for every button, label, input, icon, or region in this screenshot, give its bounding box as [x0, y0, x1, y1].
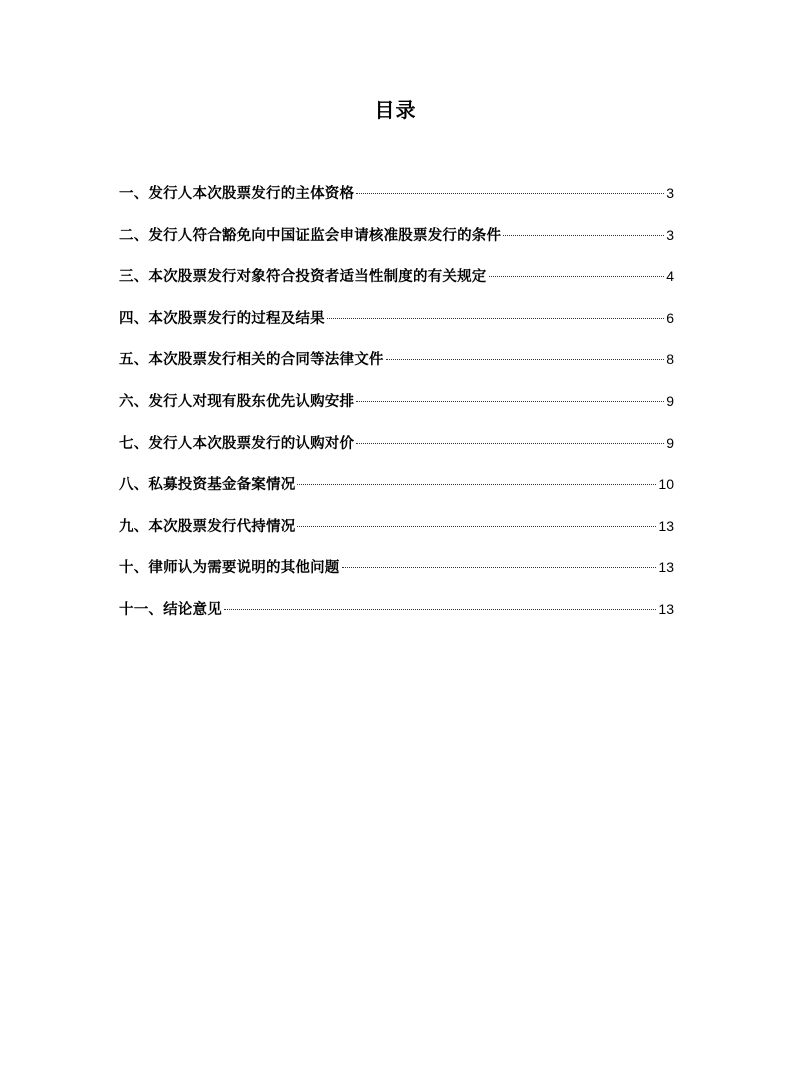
toc-entry[interactable] — [119, 554, 674, 596]
toc-entry-label: 六、发行人对现有股东优先认购安排 — [119, 393, 355, 410]
toc-dot-leader — [297, 484, 656, 485]
toc-entry-label: 三、本次股票发行对象符合投资者适当性制度的有关规定 — [119, 269, 487, 286]
toc-entry-page: 8 — [666, 351, 674, 368]
toc-entry-page: 10 — [658, 476, 674, 493]
toc-entry-page: 13 — [658, 600, 674, 617]
toc-dot-leader — [224, 609, 657, 610]
toc-title: 目录 — [374, 98, 417, 122]
toc-dot-leader — [356, 193, 664, 194]
toc-entry-label: 十、律师认为需要说明的其他问题 — [119, 560, 340, 577]
toc-entry[interactable] — [119, 263, 674, 305]
toc-entry[interactable] — [119, 430, 674, 472]
toc-entry[interactable] — [119, 596, 674, 638]
toc-entry-label: 二、发行人符合豁免向中国证监会申请核准股票发行的条件 — [119, 227, 502, 244]
toc-dot-leader — [503, 235, 664, 236]
toc-entry-label: 一、发行人本次股票发行的主体资格 — [119, 186, 355, 202]
toc-entry-label: 八、私募投资基金备案情况 — [119, 477, 296, 494]
toc-entry[interactable] — [119, 513, 674, 555]
toc-dot-leader — [327, 318, 664, 319]
toc-entry[interactable] — [119, 471, 674, 513]
toc-entry[interactable] — [119, 388, 674, 430]
toc-entry[interactable] — [119, 346, 674, 388]
toc-entry[interactable] — [119, 222, 674, 264]
toc-entry-page: 9 — [666, 434, 674, 451]
toc-dot-leader — [489, 276, 665, 277]
toc-dot-leader — [342, 567, 657, 568]
toc-dot-leader — [356, 443, 664, 444]
toc-dot-leader — [356, 401, 664, 402]
toc-entry-label: 五、本次股票发行相关的合同等法律文件 — [119, 352, 384, 369]
toc-entry-page: 13 — [658, 559, 674, 576]
toc-entry-label: 十一、结论意见 — [119, 601, 222, 618]
toc-entry[interactable] — [119, 180, 674, 222]
toc-entry-label: 九、本次股票发行代持情况 — [119, 518, 296, 535]
toc-entry-page: 4 — [666, 268, 674, 285]
toc-entry-page: 13 — [658, 517, 674, 534]
toc-entry[interactable] — [119, 305, 674, 347]
toc-entry-page: 6 — [666, 309, 674, 326]
toc-entry-page: 3 — [666, 185, 674, 201]
toc-dot-leader — [297, 526, 656, 527]
toc-entry-page: 9 — [666, 392, 674, 409]
toc-list — [119, 180, 674, 638]
toc-entry-label: 四、本次股票发行的过程及结果 — [119, 310, 325, 327]
toc-entry-label: 七、发行人本次股票发行的认购对价 — [119, 435, 355, 452]
toc-dot-leader — [386, 359, 665, 360]
toc-entry-page: 3 — [666, 226, 674, 243]
